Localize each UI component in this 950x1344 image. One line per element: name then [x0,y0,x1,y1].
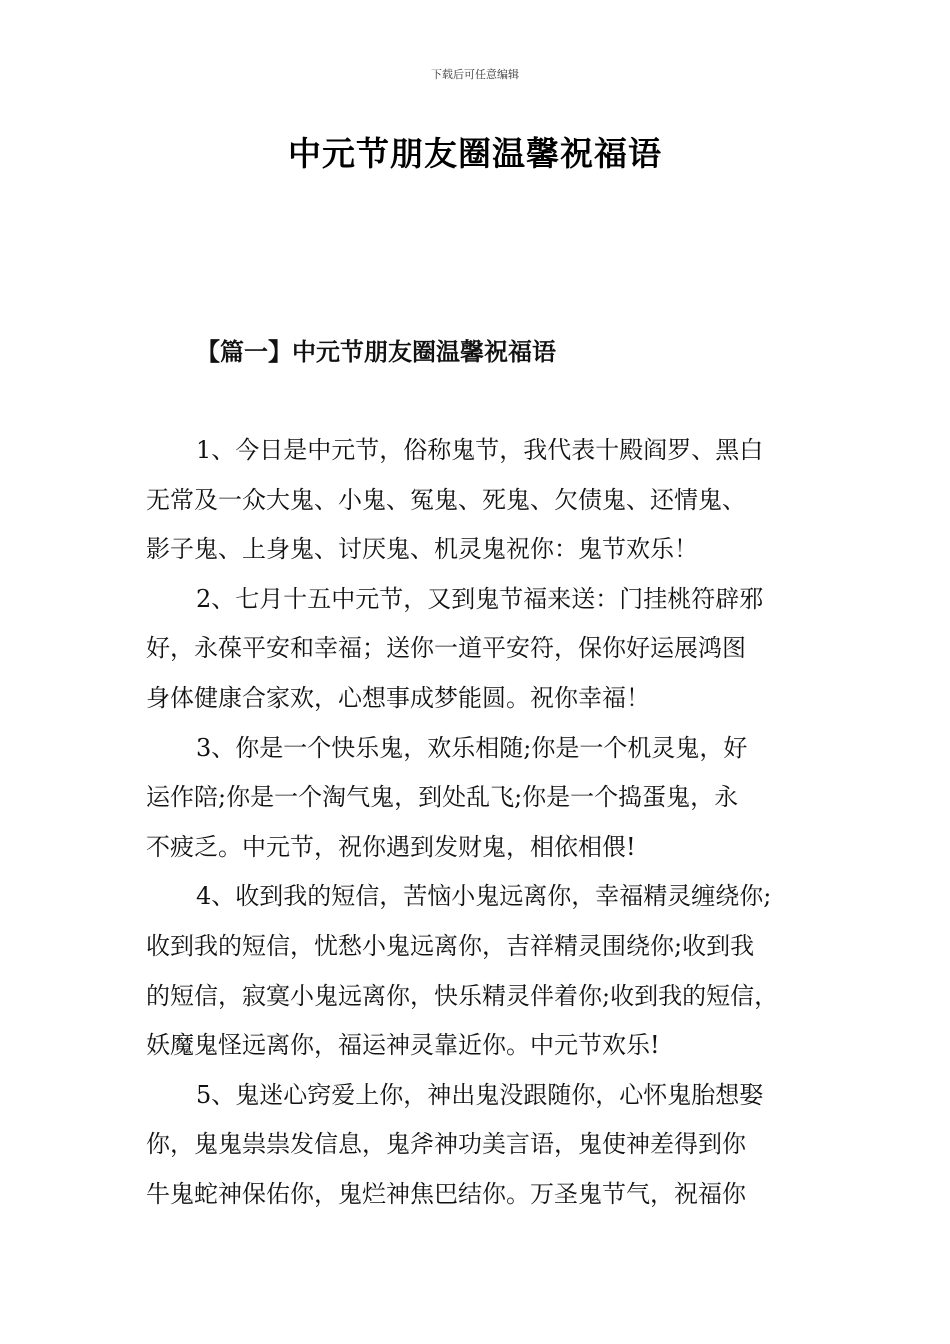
paragraph-2: 2、七月十五中元节，又到鬼节福来送：门挂桃符辟邪 好，永葆平安和幸福；送你一道平安符，保你好运展鸿图 身体健康合家欢，心想事成梦能圆。祝你幸福！ [146,584,764,712]
document-title: 中元节朋友圈温馨祝福语 [288,134,662,173]
document-body [146,426,814,1220]
paragraph-5: 5、鬼迷心窍爱上你，神出鬼没跟随你，心怀鬼胎想娶 你，鬼鬼祟祟发信息，鬼斧神功美言语，鬼使神差得到你 牛鬼蛇神保佑你，鬼烂神焦巴结你。万圣鬼节气，祝福你 [146,1080,764,1208]
header-note: 下载后可任意编辑 [431,68,519,81]
paragraph-1: 1、今日是中元节，俗称鬼节，我代表十殿阎罗、黑白 无常及一众大鬼、小鬼、冤鬼、死鬼、欠债鬼、还情鬼、 影子鬼、上身鬼、讨厌鬼、机灵鬼祝你：鬼节欢乐！ [146,436,764,564]
paragraph-3: 3、你是一个快乐鬼，欢乐相随;你是一个机灵鬼，好 运作陪;你是一个淘气鬼，到处乱飞;你是一个捣蛋鬼，永 不疲乏。中元节，祝你遇到发财鬼，相依相偎! [146,733,748,861]
paragraph-4: 4、收到我的短信，苦恼小鬼远离你，幸福精灵缠绕你; 收到我的短信，忧愁小鬼远离你，吉祥精灵围绕你;收到我 的短信，寂寞小鬼远离你，快乐精灵伴着你;收到我的短信， 妖魔鬼怪远离你，福运神灵靠近你。中元节欢乐! [146,882,779,1060]
section-heading: 【篇一】中元节朋友圈温馨祝福语 [196,337,556,366]
